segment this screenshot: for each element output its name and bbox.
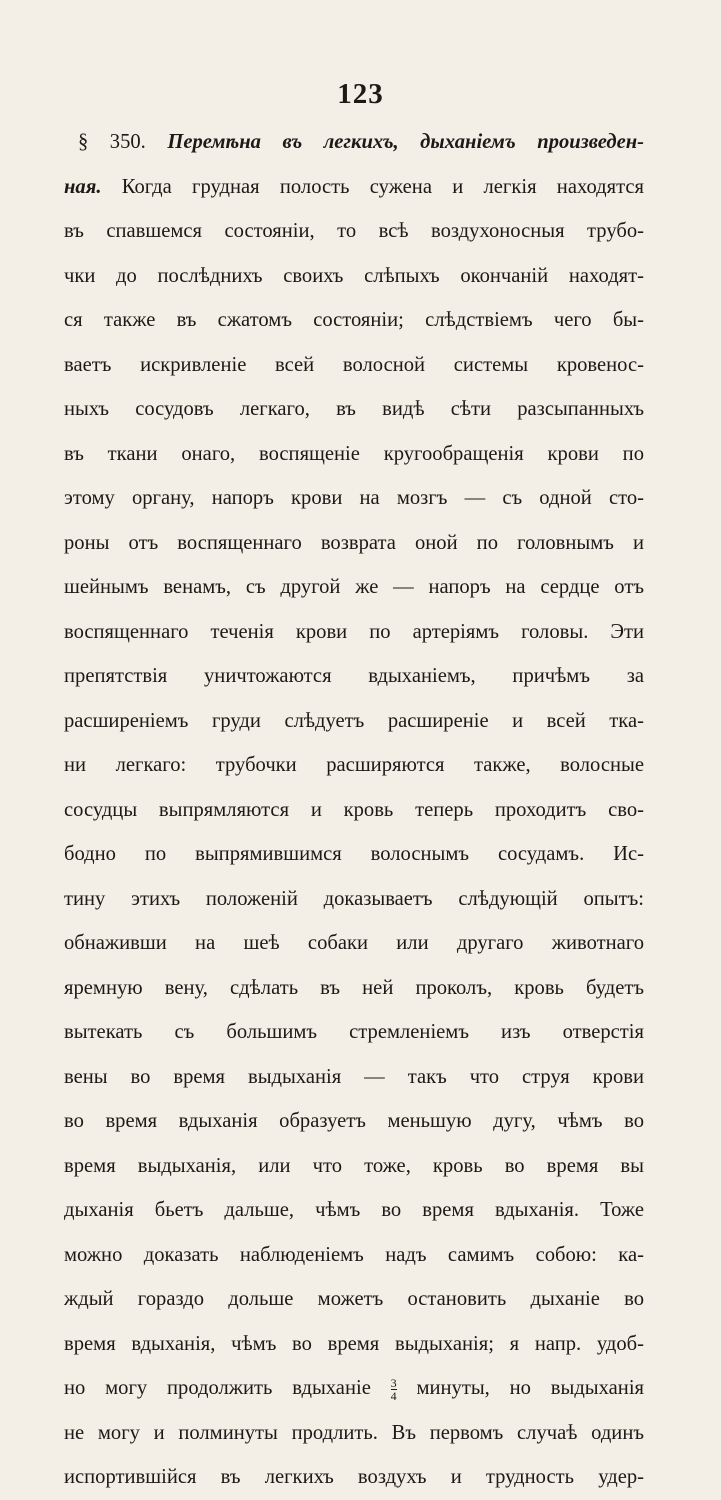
text-line — [64, 120, 644, 165]
fraction-numerator: 3 — [390, 1375, 397, 1390]
text-line: сосудцы выпрямляются и кровь теперь проходитъ сво- — [64, 798, 644, 821]
text-line: время выдыханія, или что тоже, кровь во время вы — [64, 1154, 644, 1177]
text-line: испортившійся въ легкихъ воздухъ и трудность удер- — [64, 1466, 644, 1488]
text-span: минуты, но выдыханія — [396, 1377, 644, 1399]
text-line: вены во время выдыханія — такъ что струя крови — [64, 1065, 644, 1088]
text-line: обнаживши на шеѣ собаки или другаго животнаго — [64, 932, 644, 954]
text-line: можно доказать наблюденіемъ надъ самимъ собою: ка- — [64, 1243, 644, 1266]
section-title: Перемѣна въ легкихъ, дыханіемъ произведен- — [167, 131, 644, 153]
text-line: въ ткани онаго, воспященіе кругообращенія крови по — [64, 442, 644, 465]
text-line: въ спавшемся состояніи, то всѣ воздухоносныя трубо- — [64, 220, 644, 242]
text-span: Когда грудная полость сужена и легкія находятся — [101, 175, 644, 198]
text-line: воспященнаго теченія крови по артеріямъ головы. Эти — [64, 620, 644, 643]
text-line: тину этихъ положеній доказываетъ слѣдующій опытъ: — [64, 887, 644, 910]
text-line: дыханія бьетъ дальше, чѣмъ во время вдыханія. Тоже — [64, 1199, 644, 1221]
text-line: шейнымъ венамъ, съ другой же — напоръ на сердце отъ — [64, 576, 644, 598]
text-line: не могу и полминуты продлить. Въ первомъ случаѣ одинъ — [64, 1421, 644, 1444]
text-line — [64, 1366, 644, 1411]
text-line: ни легкаго: трубочки расширяются также, волосные — [64, 754, 644, 776]
text-line — [64, 165, 644, 210]
text-line: препятствія уничтожаются вдыханіемъ, причѣмъ за — [64, 665, 644, 687]
section-title-end: ная. — [64, 175, 102, 198]
fraction-denominator: 4 — [390, 1388, 397, 1403]
text-line: ся также въ сжатомъ состояніи; слѣдствіемъ чего бы- — [64, 309, 644, 331]
text-line: бодно по выпрямившимся волоснымъ сосудамъ. Ис- — [64, 843, 644, 865]
text-line: ваетъ искривленіе всей волосной системы кровенос- — [64, 353, 644, 376]
text-line: роны отъ воспященнаго возврата оной по головнымъ и — [64, 531, 644, 554]
text-line: яремную вену, сдѣлать въ ней проколъ, кровь будетъ — [64, 976, 644, 999]
text-line: ныхъ сосудовъ легкаго, въ видѣ сѣти разсыпанныхъ — [64, 398, 644, 420]
page-number: 123 — [337, 78, 384, 110]
text-line: вытекать съ большимъ стремленіемъ изъ отверстія — [64, 1021, 644, 1043]
section-number: § 350. — [78, 131, 168, 153]
text-line: во время вдыханія образуетъ меньшую дугу, чѣмъ во — [64, 1110, 644, 1132]
text-line: ждый гораздо дольше можетъ остановить дыханіе во — [64, 1288, 644, 1310]
text-line: время вдыханія, чѣмъ во время выдыханія; я напр. удоб- — [64, 1332, 644, 1355]
text-line: чки до послѣднихъ своихъ слѣпыхъ окончаній находят- — [64, 264, 644, 287]
text-span: но могу продолжить вдыханіе — [64, 1377, 391, 1399]
body-text — [64, 120, 644, 1500]
text-line: этому органу, напоръ крови на мозгъ — съ одной сто- — [64, 487, 644, 509]
text-line: расширеніемъ груди слѣдуетъ расширеніе и всей тка- — [64, 709, 644, 732]
